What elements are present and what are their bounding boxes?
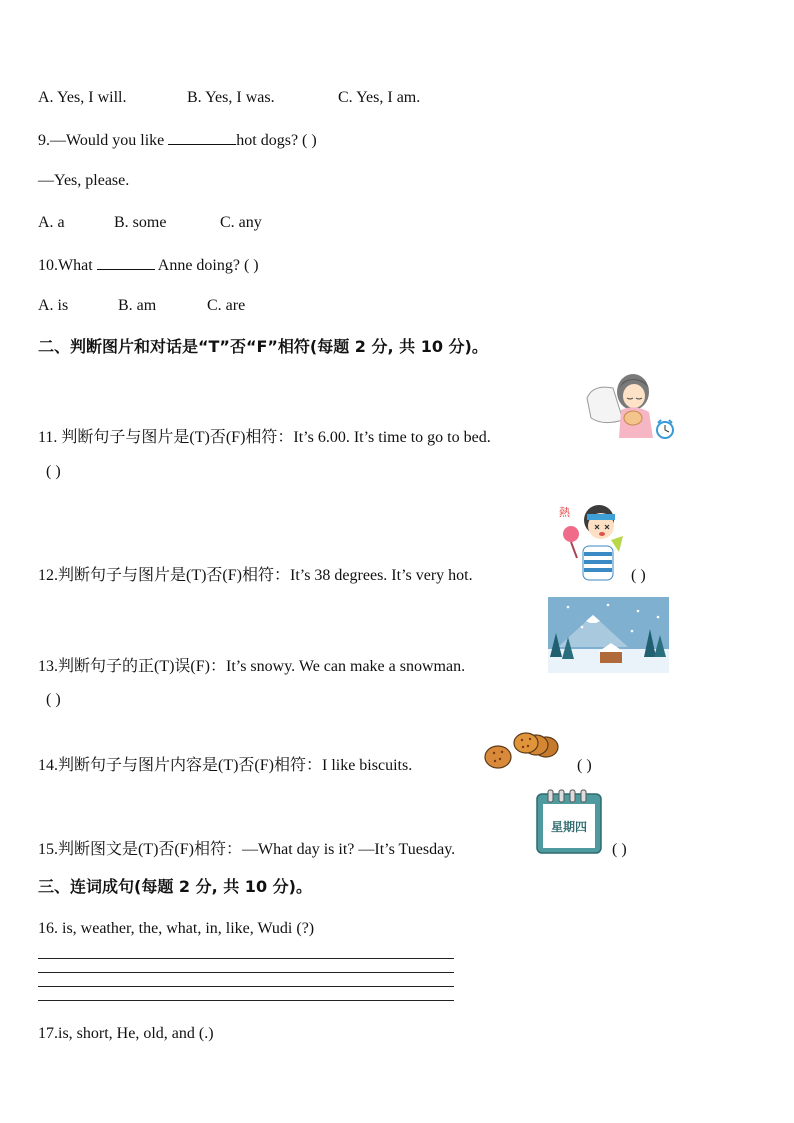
q9-question bbox=[38, 130, 317, 151]
snowy-landscape-image bbox=[548, 597, 669, 673]
q17-question: 17.is, short, He, old, and (.) bbox=[38, 1025, 214, 1042]
q13-question: 13.判断句子的正(T)误(F)：It’s snowy. We can make a snowman. bbox=[38, 658, 466, 675]
answer-line-3 bbox=[38, 986, 454, 987]
q15-answer-paren: ( ) bbox=[612, 841, 627, 858]
biscuits-image bbox=[482, 729, 566, 773]
q15-question: 15.判断图文是(T)否(F)相符：—What day is it? —It’s Tuesday. bbox=[38, 841, 456, 858]
q8-option-c: C. Yes, I am. bbox=[338, 89, 421, 106]
q12-answer-paren: ( ) bbox=[631, 567, 646, 584]
q9-blank bbox=[168, 130, 236, 145]
section-3-heading: 三、连词成句(每题 2 分, 共 10 分)。 bbox=[38, 877, 312, 896]
answer-line-4 bbox=[38, 1000, 454, 1001]
q16-question: 16. is, weather, the, what, in, like, Wudi (?) bbox=[38, 920, 315, 937]
q9-reply: —Yes, please. bbox=[38, 172, 130, 189]
answer-line-1 bbox=[38, 958, 454, 959]
q9-text-post: hot dogs? ( ) bbox=[236, 132, 317, 149]
q11-answer-paren: ( ) bbox=[46, 463, 61, 480]
q9-option-a: A. a bbox=[38, 214, 65, 231]
q10-option-a: A. is bbox=[38, 297, 69, 314]
q11-question: 11. 判断句子与图片是(T)否(F)相符：It’s 6.00. It’s time to go to bed. bbox=[38, 429, 491, 446]
q10-option-c: C. are bbox=[207, 297, 246, 314]
q8-option-a: A. Yes, I will. bbox=[38, 89, 127, 106]
q9-option-c: C. any bbox=[220, 214, 262, 231]
q14-question: 14.判断句子与图片内容是(T)否(F)相符：I like biscuits. bbox=[38, 757, 413, 774]
answer-line-2 bbox=[38, 972, 454, 973]
q9-text-pre: 9.—Would you like bbox=[38, 132, 169, 149]
q9-option-b: B. some bbox=[114, 214, 167, 231]
calendar-day-label: 星期四 bbox=[550, 820, 588, 834]
q10-text-pre: 10.What bbox=[38, 257, 97, 274]
q8-option-b: B. Yes, I was. bbox=[187, 89, 275, 106]
calendar-image bbox=[535, 788, 603, 855]
q10-blank bbox=[97, 255, 155, 270]
q10-option-b: B. am bbox=[118, 297, 157, 314]
hot-label: 熱 bbox=[559, 506, 570, 519]
q14-answer-paren: ( ) bbox=[577, 757, 592, 774]
sleepy-girl-image bbox=[583, 368, 679, 444]
q13-answer-paren: ( ) bbox=[46, 691, 61, 708]
q10-question bbox=[38, 255, 259, 276]
hot-girl-image bbox=[553, 498, 631, 584]
q12-question: 12.判断句子与图片是(T)否(F)相符：It’s 38 degrees. It’s very hot. bbox=[38, 567, 473, 584]
q10-text-post: Anne doing? ( ) bbox=[154, 257, 259, 274]
section-2-heading: 二、判断图片和对话是“T”否“F”相符(每题 2 分, 共 10 分)。 bbox=[38, 337, 488, 356]
